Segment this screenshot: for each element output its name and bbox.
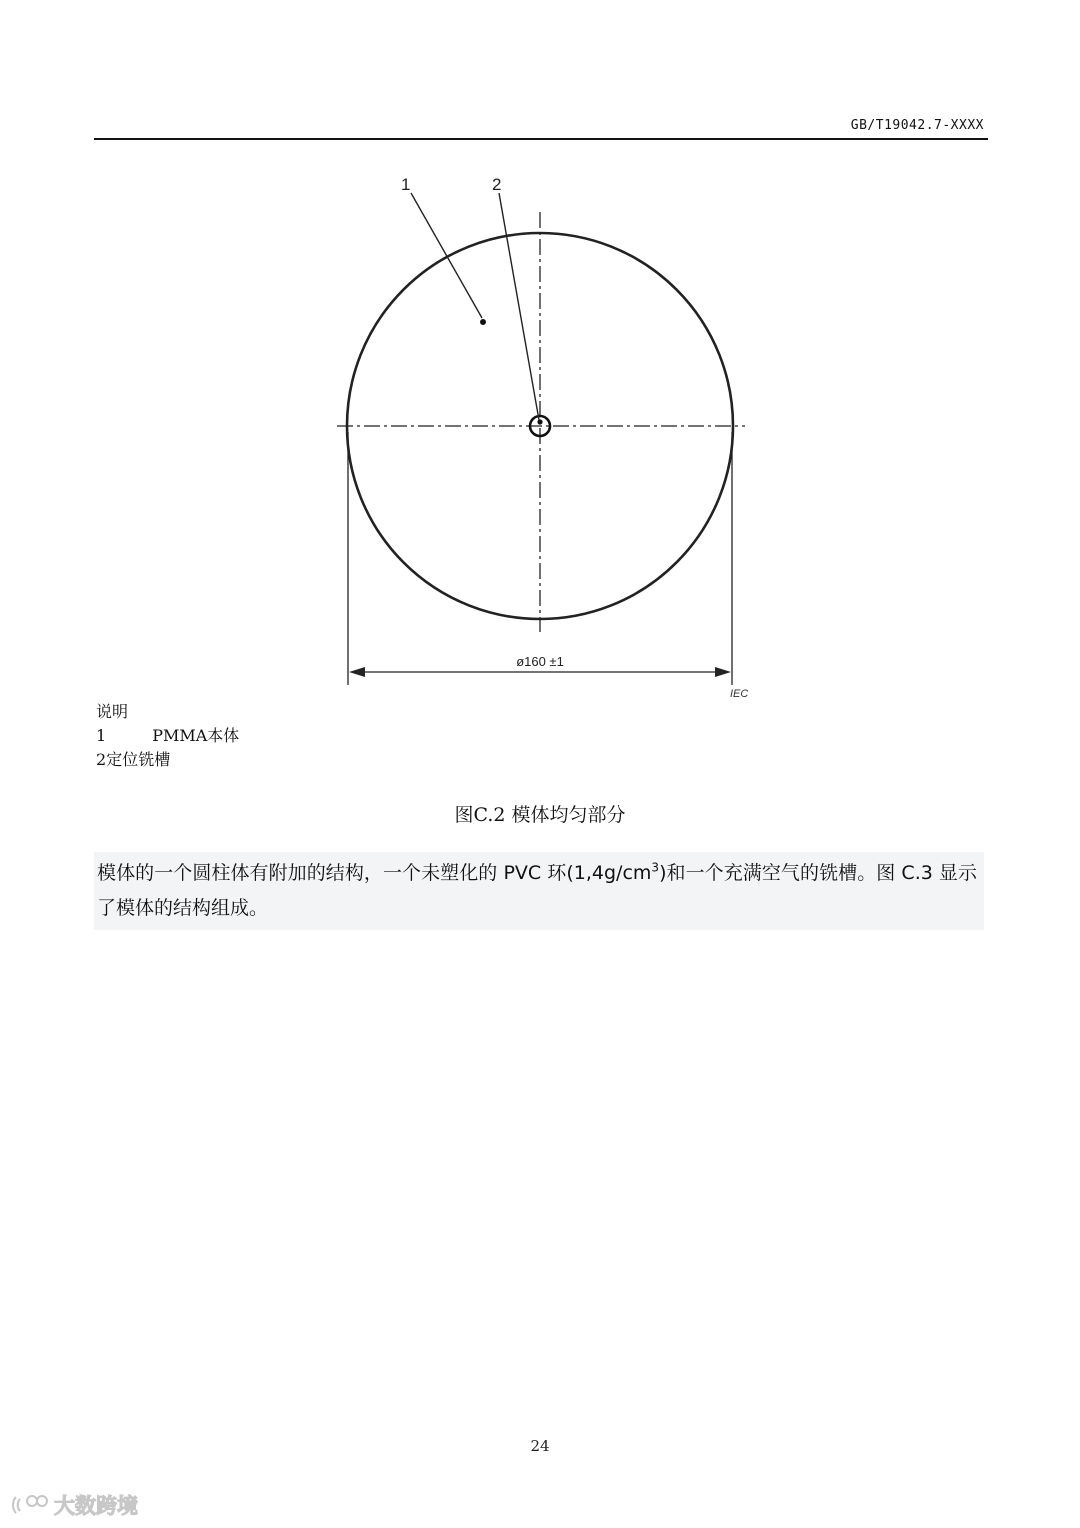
logo-icon [10, 1493, 50, 1517]
dimension-arrow-right [715, 667, 731, 677]
page-number: 24 [530, 1437, 550, 1455]
standard-code: GB/T19042.7-XXXX [850, 118, 984, 133]
slot-dot [537, 419, 542, 424]
figure-label-1: 1 [401, 175, 411, 194]
legend-item-text: PMMA本体 [152, 726, 240, 745]
legend-item-text: 定位铣槽 [106, 750, 171, 769]
dimension-text: ø160 ±1 [516, 654, 564, 669]
leader-line-2 [499, 193, 539, 420]
source-mark: IEC [730, 688, 749, 700]
header-rule [94, 138, 988, 140]
body-paragraph [94, 852, 984, 930]
watermark-text: 大数跨境 [54, 1494, 138, 1518]
watermark [10, 1490, 138, 1520]
leader-line-1 [411, 193, 482, 318]
phantom-figure [300, 160, 780, 705]
density-superscript: 3 [651, 860, 660, 875]
legend-title: 说明 [96, 702, 129, 721]
figure-caption: 图C.2 模体均匀部分 [454, 804, 626, 826]
figure-legend [96, 700, 239, 772]
dimension-arrow-left [349, 667, 365, 677]
paragraph-text-part1: 模体的一个圆柱体有附加的结构，一个未塑化的 PVC 环(1,4g/cm [97, 862, 652, 884]
legend-item-number: 2 [96, 750, 107, 769]
legend-item [96, 748, 239, 772]
body-point [480, 319, 486, 325]
legend-item [96, 724, 239, 748]
figure-label-2: 2 [492, 175, 502, 194]
legend-item-number: 1 [96, 726, 107, 745]
phantom-drawing [300, 160, 780, 705]
paragraph-text-part2: )和一个充满空气的铣槽。图 C.3 显示了模体的结构组成。 [97, 862, 977, 919]
